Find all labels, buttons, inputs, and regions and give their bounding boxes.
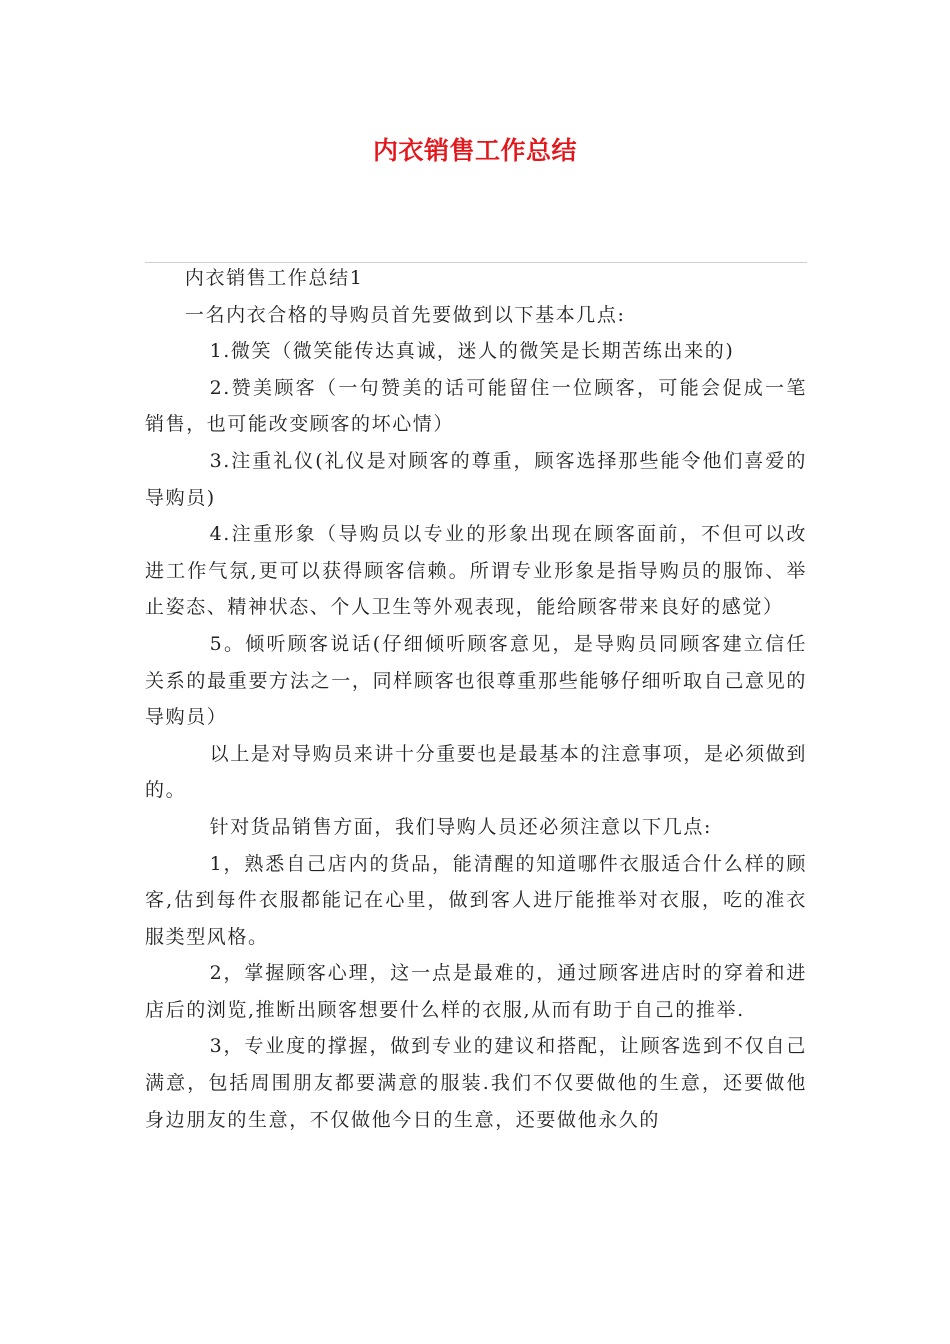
list-item-know-goods: 1，熟悉自己店内的货品，能清醒的知道哪件衣服适合什么样的顾客,估到每件衣服都能记在心里，做到客人进厅能推举对衣服，吃的准衣服类型风格。 [145, 852, 807, 948]
paragraph-sales-intro: 针对货品销售方面，我们导购人员还必须注意以下几点: [209, 815, 712, 838]
document-title: 内衣销售工作总结 [372, 136, 577, 165]
section-heading: 内衣销售工作总结1 [184, 267, 364, 289]
list-item-customer-psychology: 2，掌握顾客心理，这一点是最难的，通过顾客进店时的穿着和进店后的浏览,推断出顾客想要什么样的衣服,从而有助于自己的推举. [145, 962, 807, 1021]
list-item-professionalism: 3，专业度的撑握，做到专业的建议和搭配，让顾客选到不仅自己满意，包括周围朋友都要满意的服装.我们不仅要做他的生意，还要做他身边朋友的生意，不仅做他今日的生意，还要做他永久的 [145, 1035, 807, 1131]
paragraph-summary: 以上是对导购员来讲十分重要也是最基本的注意事项，是必须做到的。 [145, 742, 807, 802]
list-item-listen: 5。倾听顾客说话(仔细倾听顾客意见，是导购员同顾客建立信任关系的最重要方法之一，同样顾客也很尊重那些能够仔细听取自己意见的导购员） [145, 632, 807, 729]
list-item-praise: 2.赞美顾客（一句赞美的话可能留住一位顾客，可能会促成一笔销售，也可能改变顾客的坏心情） [145, 376, 807, 436]
document-body [145, 260, 807, 1138]
list-item-image: 4.注重形象（导购员以专业的形象出现在顾客面前，不但可以改进工作气氛,更可以获得顾客信赖。所谓专业形象是指导购员的服饰、举止姿态、精神状态、个人卫生等外观表现，能给顾客带来良好的感觉） [145, 523, 807, 619]
paragraph-intro: 一名内衣合格的导购员首先要做到以下基本几点: [184, 303, 626, 326]
list-item-smile: 1.微笑（微笑能传达真诚，迷人的微笑是长期苦练出来的) [209, 340, 735, 363]
list-item-etiquette: 3.注重礼仪(礼仪是对顾客的尊重，顾客选择那些能令他们喜爱的导购员) [145, 449, 807, 509]
